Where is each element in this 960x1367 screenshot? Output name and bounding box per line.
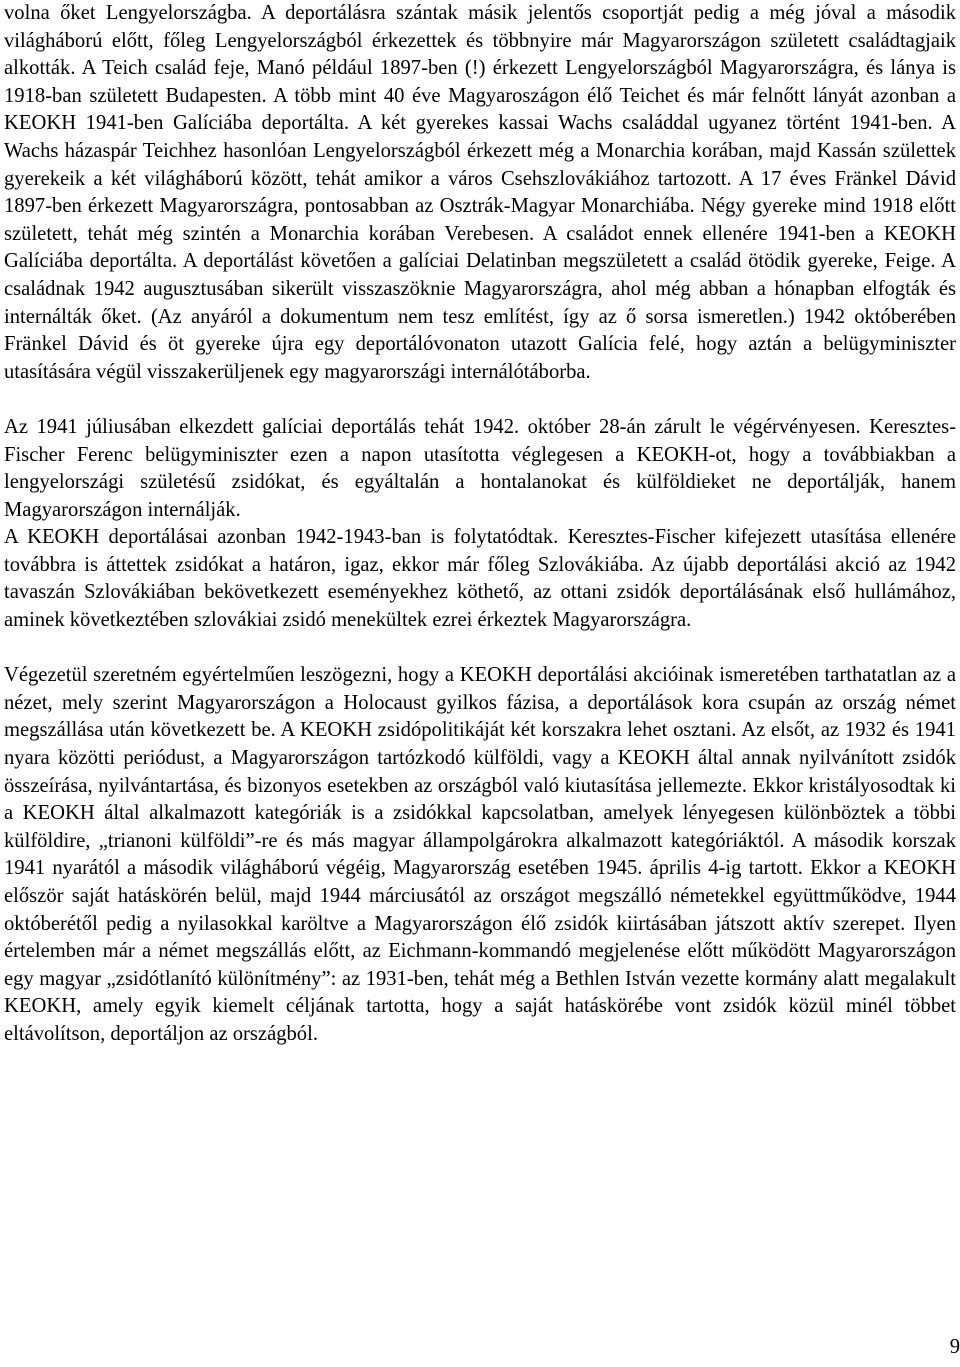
paragraph-conclusion: Végezetül szeretném egyértelműen leszögezni, hogy a KEOKH deportálási akcióinak ismeretében tarthatatlan az a nézet, mely szerint Magyarországon a Holocaust gyilkos fázisa, a deportálások kora csupán az ország német megszállása után következett be. A KEOKH zsidópolitikáját két korszakra lehet osztani. Az elsőt, az 1932 és 1941 nyara közötti periódust, a Magyarországon tartózkodó külföldi, vagy a KEOKH által annak nyilvánított zsidók összeírása, nyilvántartása, és bizonyos esetekben az országból való kiutasítása jellemezte. Ekkor kristályosodtak ki a KEOKH által alkalmazott kategóriák is a zsidókkal kapcsolatban, amelyek lényegesen különböztek a többi külföldire, „trianoni külföldi”-re és más magyar állampolgárokra alkalmazott kategóriáktól. A második korszak 1941 nyarától a második világháború végéig, Magyarország esetében 1945. április 4-ig tartott. Ekkor a KEOKH először saját hatáskörén belül, majd 1944 márciusától az országot megszálló németekkel együttműködve, 1944 októberétől pedig a nyilasokkal karöltve a Magyarországon élő zsidók kiirtásában játszott aktív szerepet. Ilyen értelemben már a német megszállás előtt, az Eichmann-kommandó megjelenése előtt működött Magyarországon egy magyar „zsidótlanító különítmény”: az 1931-ben, tehát még a Bethlen István vezette kormány alatt megalakult KEOKH, amely egyik kiemelt céljának tartotta, hogy a saját hatáskörébe vont zsidók közül minél többet eltávolítson, deportáljon az országból. (4, 664, 956, 1045)
page-number: 9 (949, 1336, 960, 1358)
paragraph-spacer (4, 386, 956, 414)
paragraph-spacer (4, 635, 956, 663)
paragraph-slovakia-deportations: A KEOKH deportálásai azonban 1942-1943-ban is folytatódtak. Keresztes-Fischer kifejezett utasítása ellenére továbbra is áttettek zsidókat a határon, igaz, ekkor már főleg Szlovákiába. Az újabb deportálási akció az 1942 tavaszán Szlovákiában bekövetkezett eseményekhez köthető, az ottani zsidók deportálásának első hullámához, aminek következtében szlovákiai zsidó menekültek ezrei érkeztek Magyarországra. (4, 526, 956, 632)
paragraph-deportation-end: Az 1941 júliusában elkezdett galíciai deportálás tehát 1942. október 28-án zárult le végérvényesen. Keresztes-Fischer Ferenc belügyminiszter ezen a napon utasította véglegesen a KEOKH-ot, hogy a továbbiakban a lengyelországi születésű zsidókat, és egyáltalán a hontalanokat és külföldieket ne deportálják, hanem Magyarországon internálják. (4, 415, 956, 521)
paragraph-teich-wachs-frankel: volna őket Lengyelországba. A deportálásra szántak másik jelentős csoportját pedig a még jóval a második világháború előtt, főleg Lengyelországból érkezettek és többnyire már Magyarországon született családtagjaik alkották. A Teich család feje, Manó például 1897-ben (!) érkezett Lengyelországból Magyarországra, és lánya is 1918-ban született Budapesten. A több mint 40 éve Magyaroszágon élő Teichet és már felnőtt lányát azonban a KEOKH 1941-ben Galíciába deportálta. A két gyerekes kassai Wachs családdal ugyanez történt 1941-ben. A Wachs házaspár Teichhez hasonlóan Lengyelországból érkezett még a Monarchia korában, majd Kassán születtek gyerekeik a két világháború között, tehát amikor a város Csehszlovákiához tartozott. A 17 éves Fränkel Dávid 1897-ben érkezett Magyarországra, pontosabban az Osztrák-Magyar Monarchiába. Négy gyereke mind 1918 előtt született, tehát még szintén a Monarchia korában Verebesen. A családot ennek ellenére 1941-ben a KEOKH Galíciába deportálta. A deportálást követően a galíciai Delatinban megszületett a család ötödik gyereke, Feige. A családnak 1942 augusztusában sikerült visszaszöknie Magyarországra, ahol még abban a hónapban elfogták és internálták őket. (Az anyáról a dokumentum nem tesz említést, így az ő sorsa ismeretlen.) 1942 októberében Fränkel Dávid és öt gyereke újra egy deportálóvonaton utazott Galícia felé, hogy aztán a belügyminiszter utasítására végül visszakerüljenek egy magyarországi internálótáborba. (4, 2, 956, 383)
document-page (4, 0, 956, 1049)
